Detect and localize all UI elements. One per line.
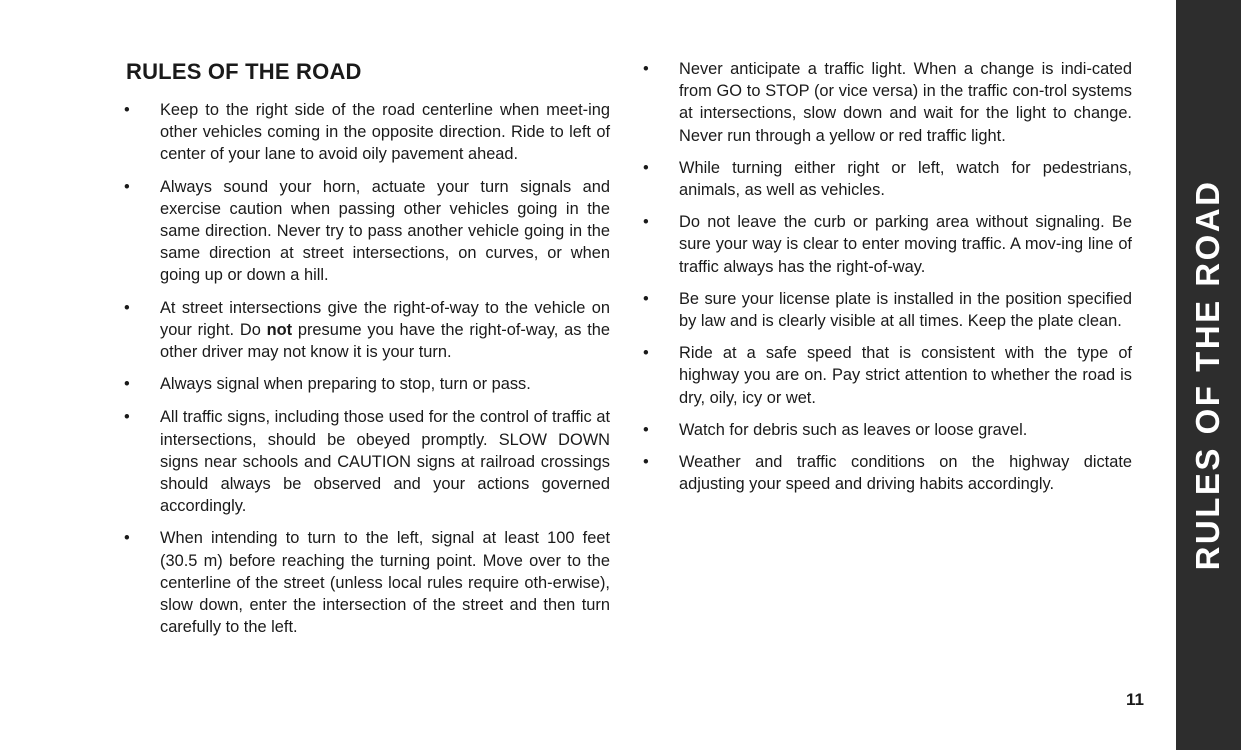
list-item-text: Weather and traffic conditions on the highway dictate adjusting your speed and driving habits accordingly. <box>679 453 1132 494</box>
list-item <box>124 99 610 166</box>
list-item-text: Always sound your horn, actuate your turn signals and exercise caution when passing other vehicles going in the same direction. Never try to pass another vehicle going in the same direction at street intersections, on curves, or when going up or down a hill. <box>160 177 610 285</box>
list-item-text: Ride at a safe speed that is consistent with the type of highway you are on. Pay strict attention to whether the road is dry, oily, icy or wet. <box>679 344 1132 407</box>
list-item-emphasis: not <box>266 320 293 339</box>
list-item-text: Be sure your license plate is installed in the position specified by law and is clearly visible at all times. Keep the plate clean. <box>679 289 1132 331</box>
list-item-text: Do not leave the curb or parking area without signaling. Be sure your way is clear to enter moving traffic. A mov-ing line of traffic always has the right-of-way. <box>679 213 1132 276</box>
list-item <box>643 342 1132 409</box>
bullet-icon: • <box>643 60 649 78</box>
list-item <box>124 297 610 364</box>
list-item <box>643 211 1132 278</box>
list-item <box>124 527 610 638</box>
list-item-text: Keep to the right side of the road centerline when meet-ing other vehicles coming in the opposite direction. Ride to left of center of your lane to avoid oily pavement ahead. <box>160 101 610 164</box>
bullet-icon: • <box>643 289 649 308</box>
list-item-text: While turning either right or left, watch for pedestrians, animals, as well as vehicles. <box>679 158 1132 200</box>
right-column-list <box>643 58 1132 505</box>
list-item-text: All traffic signs, including those used for the control of traffic at intersections, should be obeyed promptly. SLOW DOWN signs near schools and CAUTION signs at railroad crossings should always be observed and your actions governed accordingly. <box>160 408 610 516</box>
bullet-icon: • <box>643 344 649 363</box>
bullet-icon: • <box>643 213 649 232</box>
list-item-text: presume you have the right-of-way, as the other driver may not know it is your turn. <box>160 320 610 362</box>
list-item-text: At street intersections give the right-of-way to the vehicle on your right. Do <box>160 298 610 339</box>
list-item <box>643 419 1132 441</box>
bullet-icon: • <box>643 158 649 177</box>
page-title: RULES OF THE ROAD <box>126 59 362 84</box>
bullet-icon: • <box>124 529 130 548</box>
side-tab-label: RULES OF THE ROAD <box>1189 179 1226 571</box>
list-item-text: Always signal when preparing to stop, turn or pass. <box>160 375 531 394</box>
bullet-icon: • <box>124 298 130 317</box>
list-item <box>643 157 1132 201</box>
page-number: 11 <box>1126 690 1144 709</box>
list-item-text: Never anticipate a traffic light. When a change is indi-cated from GO to STOP (or vice versa) in the traffic con-trol systems at intersections, slow down and wait for the light to change. Never run through a yellow or red traffic light. <box>679 60 1132 145</box>
list-item <box>124 176 610 287</box>
bullet-icon: • <box>643 420 649 439</box>
section-side-tab <box>1176 0 1241 750</box>
list-item <box>643 58 1132 147</box>
bullet-icon: • <box>124 408 130 427</box>
bullet-icon: • <box>124 375 130 394</box>
bullet-icon: • <box>124 101 130 119</box>
list-item-text: Watch for debris such as leaves or loose gravel. <box>679 420 1028 439</box>
bullet-icon: • <box>124 177 130 196</box>
list-item-text: When intending to turn to the left, signal at least 100 feet (30.5 m) before reaching the turning point. Move over to the centerline of the street (unless local rules require oth-erwise), slow down, enter the intersection of the street and then turn carefully to the left. <box>160 529 610 637</box>
list-item <box>643 288 1132 332</box>
list-item <box>124 373 610 395</box>
list-item <box>124 406 610 517</box>
bullet-icon: • <box>643 453 649 472</box>
left-column-list <box>124 99 610 648</box>
list-item <box>643 451 1132 495</box>
